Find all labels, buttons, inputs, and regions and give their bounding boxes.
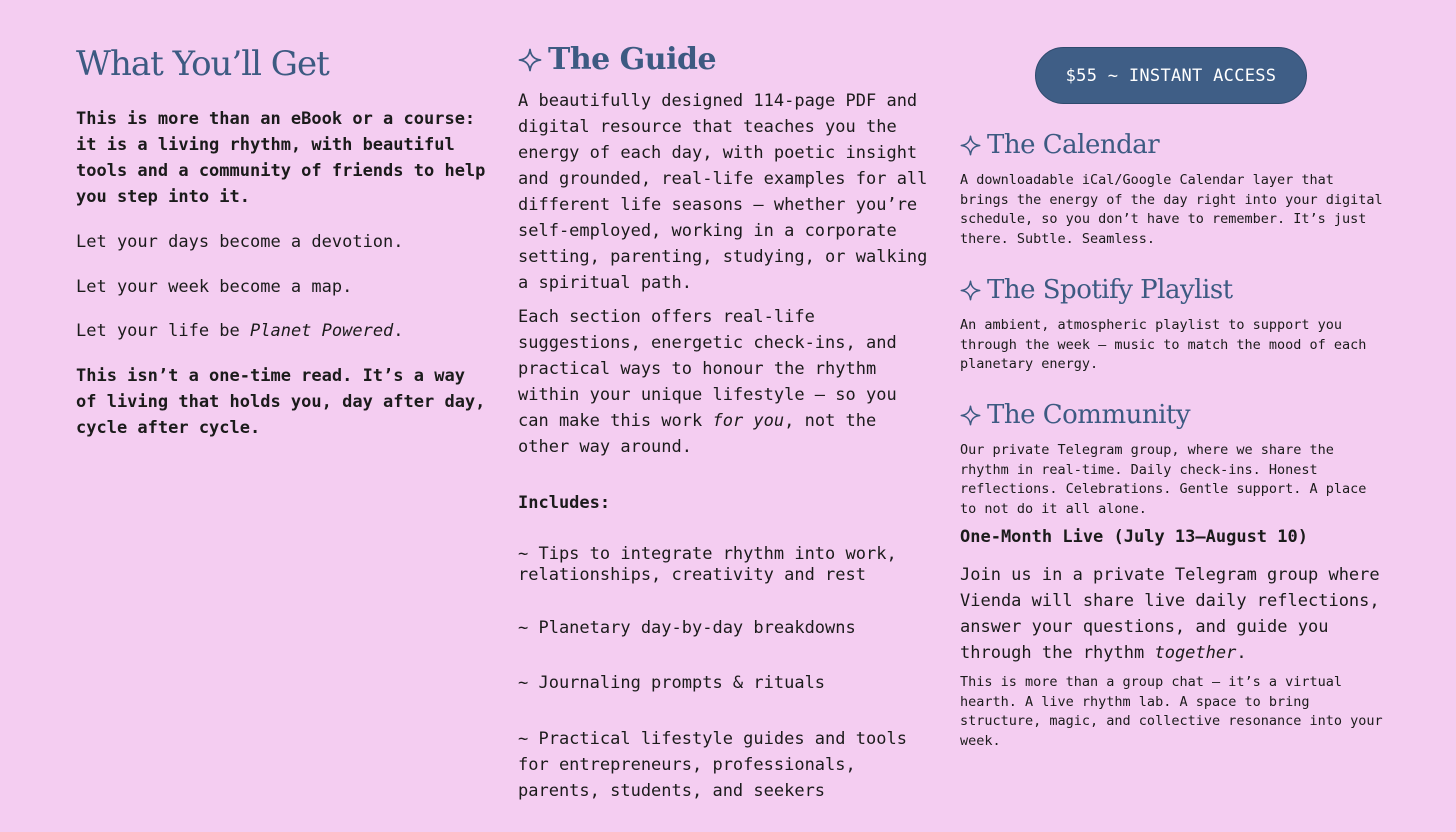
community-heading <box>960 400 1190 430</box>
map-line: Let your week become a map. <box>76 277 353 297</box>
planet-powered-line: Let your life be Planet Powered. <box>76 321 404 341</box>
calendar-heading <box>960 130 1159 160</box>
guide-sections-description: Each section offers real-life suggestions, energetic check-ins, and practical ways to honour the rhythm within your unique lifestyle — so you can make this work for you, not the other way around. <box>518 307 897 457</box>
what-you-get-title: What You’ll Get <box>76 44 329 84</box>
for-you-emphasis: for you <box>712 411 785 431</box>
list-item: ~ Planetary day-by-day breakdowns <box>518 618 856 638</box>
guide-description: A beautifully designed 114-page PDF and digital resource that teaches you the energy of each day, with poetic insight and grounded, real-life examples for all different life seasons — whether you’re self-employed, working in a corporate setting, parenting, studying, or walking a spiritual path. <box>518 91 928 293</box>
live-heading: One-Month Live (July 13–August 10) <box>960 527 1308 547</box>
guide-heading <box>518 42 716 77</box>
playlist-title: The Spotify Playlist <box>987 275 1233 305</box>
playlist-description: An ambient, atmospheric playlist to support you through the week — music to match the mood of each planetary energy. <box>960 317 1367 372</box>
together-emphasis: together <box>1154 643 1237 663</box>
list-item: ~ Journaling prompts & rituals <box>518 673 826 693</box>
sparkle-star-icon <box>518 48 542 72</box>
list-item: ~ Tips to integrate rhythm into work, relationships, creativity and rest <box>518 544 897 585</box>
instant-access-button[interactable]: $55 ~ INSTANT ACCESS <box>1035 47 1307 104</box>
sparkle-star-icon <box>960 280 981 301</box>
devotion-line: Let your days become a devotion. <box>76 232 404 252</box>
planet-powered-emphasis: Planet Powered <box>250 321 394 341</box>
community-description: Our private Telegram group, where we share the rhythm in real-time. Daily check-ins. Honest reflections. Celebrations. Gentle support. A place to not do it all alone. <box>960 442 1367 517</box>
live-hearth-description: This is more than a group chat — it’s a virtual hearth. A live rhythm lab. A space to bring structure, magic, and collective resonance into your week. <box>960 674 1383 749</box>
calendar-description: A downloadable iCal/Google Calendar layer that brings the energy of the day right into your digital schedule, so you don’t have to remember. It’s just there. Subtle. Seamless. <box>960 172 1383 247</box>
includes-label: Includes: <box>518 493 611 513</box>
community-title: The Community <box>987 400 1191 430</box>
guide-title: The Guide <box>548 42 717 77</box>
calendar-title: The Calendar <box>987 130 1160 160</box>
playlist-heading <box>960 275 1233 305</box>
what-you-get-closing: This isn’t a one-time read. It’s a way of living that holds you, day after day, cycle after cycle. <box>76 366 486 438</box>
sparkle-star-icon <box>960 405 981 426</box>
what-you-get-intro: This is more than an eBook or a course: it is a living rhythm, with beautiful tools and a community of friends to help you step into it. <box>76 109 486 207</box>
sparkle-star-icon <box>960 135 981 156</box>
live-description: Join us in a private Telegram group where Vienda will share live daily reflections, answer your questions, and guide you through the rhythm together. <box>960 565 1380 663</box>
list-item: ~ Practical lifestyle guides and tools for entrepreneurs, professionals, parents, students, and seekers <box>518 729 907 801</box>
